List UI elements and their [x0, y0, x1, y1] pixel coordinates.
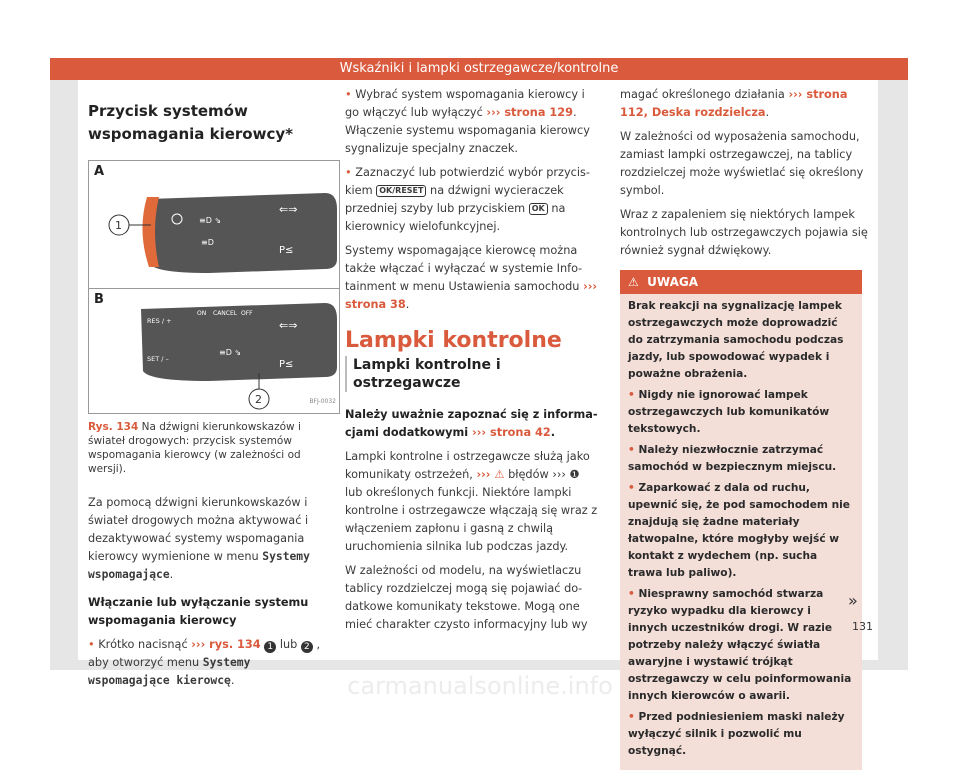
bullet-item: • Zaznaczyć lub potwierdzić wybór przyciskiem OK/RESET na dźwigni wycieraczek przedniej szyby lub przyciskiem OK na kierownicy wielofunkcyjnej.: [345, 166, 590, 233]
column-1: [88, 86, 338, 696]
warning-item: • Przed podniesieniem maski należy wyłączyć silnik i pozwolić mu ostygnąć.: [628, 711, 845, 757]
ok-button-icon: OK: [529, 203, 548, 215]
section-heading: Przycisk systemów wspomagania kierowcy*: [88, 102, 293, 143]
callout-2: 2: [255, 393, 262, 406]
page-link[interactable]: ››› strona 112: [620, 88, 848, 119]
paragraph: W zależności od modelu, na wyświetlaczu tablicy rozdzielczej mogą się pojawiać dodatkowe komunikaty tekstowe. Mogą one mieć charakter czysto informacyjny lub wy: [345, 564, 588, 631]
bullet-item: • Krótko nacisnąć ››› rys. 134 1 lub 2 , aby otworzyć menu Systemy wspomagające kierowcę.: [88, 638, 321, 687]
svg-text:OFF: OFF: [241, 310, 253, 317]
warning-intro: Brak reakcji na sygnalizację lampek ostrzegawczych może doprowadzić do zatrzymania samochodu podczas jazdy, lub spowodować wypadek i poważne obrażenia.: [628, 300, 844, 380]
svg-text:≡D ⇘: ≡D ⇘: [199, 216, 222, 225]
page-link[interactable]: ››› strona 129: [486, 106, 573, 119]
figure-caption: [88, 420, 338, 476]
note-paragraph: Należy uważnie zapoznać się z informacjami dodatkowymi ››› strona 42.: [345, 408, 598, 439]
warning-header: ⚠ UWAGA: [620, 270, 862, 294]
subheading: Włączanie lub wyłączanie systemu wspomagania kierowcy: [88, 596, 309, 627]
svg-text:RES / +: RES / +: [147, 317, 172, 325]
warning-item: • Niesprawny samochód stwarza ryzyko wypadku dla kierowcy i innych uczestników drogi. W razie potrzeby należy włączyć światła awaryjne i wystawić trójkąt ostrzegawczy w celu poinformowania innych kierowców o awarii.: [628, 588, 852, 702]
page-header: Wskaźniki i lampki ostrzegawcze/kontrolne: [50, 58, 908, 80]
info-link-icon: ››› ❶: [552, 468, 580, 481]
callout-1: 1: [115, 219, 122, 232]
section-subtitle: Lampki kontrolne i ostrzegawcze: [345, 356, 600, 392]
svg-text:P≤: P≤: [279, 245, 294, 256]
continue-arrow-icon: »: [848, 591, 858, 610]
stalk-a-illustration: [89, 161, 339, 288]
caption-number: Rys. 134: [88, 421, 139, 433]
svg-text:⇐⇒: ⇐⇒: [279, 203, 298, 216]
section-title: Lampki kontrolne: [345, 328, 562, 353]
page-link[interactable]: ››› strona 38: [345, 280, 598, 311]
figure-code: BFJ-0032: [309, 398, 336, 405]
ok-reset-button-icon: OK/RESET: [376, 185, 426, 197]
figure-stalks: [88, 160, 340, 414]
svg-text:≡D ⇘: ≡D ⇘: [219, 348, 242, 357]
column-2: [345, 86, 600, 640]
warning-triangle-icon: ⚠: [628, 275, 639, 289]
paragraph: magać określonego działania ››› strona 112, Deska rozdzielcza.: [620, 88, 848, 119]
svg-text:ON: ON: [197, 310, 207, 317]
svg-text:≡D: ≡D: [201, 238, 214, 247]
warning-item: • Zaparkować z dala od ruchu, upewnić się, że pod samochodem nie znajdują się żadne materiały łatwopalne, które mogłyby wejść w kontakt z wydechem (np. sucha trawa lub paliwo).: [628, 482, 850, 579]
paragraph: Lampki kontrolne i ostrzegawcze służą jako komunikaty ostrzeżeń, ››› ⚠ błędów ››› ❶ lub określonych funkcji. Niektóre lampki kontrolne i ostrzegawcze włączają się wraz z włączeniem zapłonu i gasną z chwilą uruchomienia silnika lub podczas jazdy.: [345, 450, 598, 553]
svg-text:CANCEL: CANCEL: [213, 310, 238, 317]
warning-item: • Nigdy nie ignorować lampek ostrzegawczych lub komunikatów tekstowych.: [628, 389, 830, 435]
stalk-b-illustration: [89, 289, 339, 413]
bullet-item: • Wybrać system wspomagania kierowcy i go włączyć lub wyłączyć ››› strona 129. Włączenie systemu wspomagania kierowcy sygnalizuje specjalny znaczek.: [345, 88, 590, 155]
page-link[interactable]: ››› strona 42: [472, 426, 551, 439]
column-3: [620, 86, 870, 770]
figure-panel-a-label: A: [94, 164, 105, 179]
figure-link[interactable]: ››› rys. 134: [191, 638, 261, 651]
paragraph: W zależności od wyposażenia samochodu, zamiast lampki ostrzegawczej, na tablicy rozdzielczej może wyświetlać się określony symbol.: [620, 130, 864, 197]
page-number: 131: [852, 620, 873, 633]
figure-panel-b-label: B: [94, 292, 104, 307]
svg-text:P≤: P≤: [279, 359, 294, 370]
caption-text: Na dźwigni kierunkowskazów i świateł drogowych: przycisk systemów wspomagania kierowcy (w zależności od wersji).: [88, 421, 301, 475]
warning-link-icon: ››› ⚠: [476, 468, 505, 481]
svg-text:⇐⇒: ⇐⇒: [279, 319, 298, 332]
watermark: carmanualsonline.info: [347, 672, 613, 700]
paragraph: Wraz z zapaleniem się niektórych lampek kontrolnych lub ostrzegawczych pojawia się również sygnał dźwiękowy.: [620, 208, 868, 257]
svg-text:SET / –: SET / –: [147, 355, 169, 363]
warning-item: • Należy niezwłocznie zatrzymać samochód w bezpiecznym miejscu.: [628, 444, 837, 473]
paragraph: Systemy wspomagające kierowcę można także włączać i wyłączać w systemie Infotainment w menu Ustawienia samochodu ››› strona 38.: [345, 244, 598, 311]
intro-paragraph: Za pomocą dźwigni kierunkowskazów i świateł drogowych można aktywować i dezaktywować systemy wspomagania kierowcy wymienione w menu Systemy wspomagające.: [88, 496, 310, 581]
